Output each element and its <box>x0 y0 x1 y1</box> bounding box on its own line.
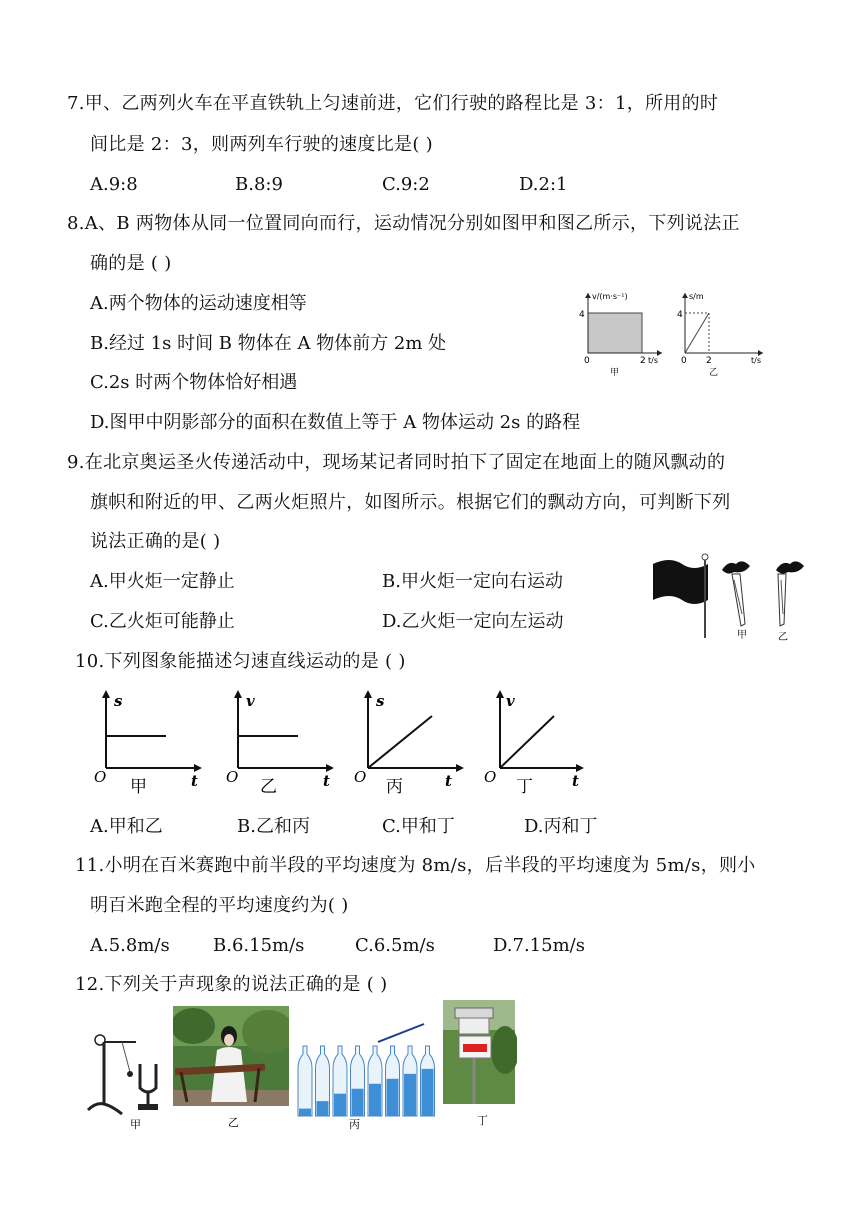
bottle <box>298 1046 312 1116</box>
graph-yi <box>226 690 334 797</box>
q8-option-c: C.2s 时两个物体恰好相遇 <box>90 372 298 393</box>
fig-b-origin: 0 <box>681 356 687 366</box>
svg-text:t: t <box>572 772 579 790</box>
fig-b-ytick: 4 <box>677 310 683 320</box>
bottle-water <box>334 1094 346 1116</box>
torch-label-jia: 甲 <box>737 630 747 641</box>
q7-stem-line2: 间比是 2：3，则两列车行驶的速度比是( ) <box>90 134 433 155</box>
q9-option-c: C.乙火炬可能静止 <box>90 611 235 632</box>
graph-caption-jia: 甲 <box>130 777 147 797</box>
q10-option-a: A.甲和乙 <box>90 816 163 837</box>
q8-stem-line1: 8.A、B 两物体从同一位置同向而行，运动情况分别如图甲和图乙所示，下列说法正 <box>67 213 740 234</box>
q9-stem-line3: 说法正确的是( ) <box>90 531 221 552</box>
graph-caption-ding: 丁 <box>516 777 533 797</box>
svg-text:O: O <box>354 768 367 786</box>
bottle-water <box>369 1084 381 1116</box>
fig-a-origin: 0 <box>584 356 590 366</box>
svg-text:s: s <box>376 692 385 710</box>
svg-text:s: s <box>114 692 123 710</box>
shaded-area <box>588 313 642 353</box>
fig-a-caption: 甲 <box>610 368 620 377</box>
q12-figure-water-bottles <box>294 1016 440 1132</box>
q8-option-a: A.两个物体的运动速度相等 <box>90 293 307 314</box>
q10-stem-line1: 10.下列图象能描述匀速直线运动的是 ( ) <box>75 651 406 672</box>
fig-a-xtick: 2 <box>640 356 646 366</box>
svg-text:O: O <box>484 768 497 786</box>
q12-caption-ding: 丁 <box>477 1114 488 1127</box>
graph-bing <box>354 690 464 797</box>
q12-figure-guzheng-photo <box>173 1006 289 1130</box>
q12-figure-noise-monitor-photo <box>443 1000 517 1130</box>
flag <box>653 560 708 604</box>
q9-stem-line1: 9.在北京奥运圣火传递活动中，现场某记者同时拍下了固定在地面上的随风飘动的 <box>67 452 726 473</box>
q12-caption-jia: 甲 <box>130 1118 141 1131</box>
bottle-water <box>299 1109 311 1116</box>
bottle-water <box>404 1074 416 1116</box>
q7-option-d: D.2:1 <box>519 174 568 195</box>
svg-text:O: O <box>226 768 239 786</box>
svg-text:v: v <box>506 692 515 710</box>
q11-option-c: C.6.5m/s <box>355 935 435 956</box>
q7-option-c: C.9:2 <box>382 174 430 195</box>
q8-figure-distance-time <box>675 287 767 377</box>
graph-caption-yi: 乙 <box>260 777 277 797</box>
torch-label-yi: 乙 <box>778 632 788 643</box>
q7-option-a: A.9:8 <box>90 174 138 195</box>
svg-text:t: t <box>191 772 198 790</box>
q8-option-b: B.经过 1s 时间 B 物体在 A 物体前方 2m 处 <box>90 333 447 354</box>
svg-text:v: v <box>246 692 255 710</box>
q8-figure-velocity-time <box>572 287 668 377</box>
fig-a-ytick: 4 <box>579 310 585 320</box>
q11-stem-line1: 11.小明在百米赛跑中前半段的平均速度为 8m/s，后半段的平均速度为 5m/s，则小 <box>75 855 756 876</box>
graph-ding <box>484 690 584 797</box>
fig-a-xlabel: t/s <box>648 356 658 365</box>
torch-flame-jia <box>722 561 750 573</box>
torch-flame-yi <box>776 561 804 573</box>
q10-figure-graphs <box>88 686 608 800</box>
q7-stem-line1: 7.甲、乙两列火车在平直铁轨上匀速前进，它们行驶的路程比是 3：1，所用的时 <box>67 93 719 114</box>
q11-option-d: D.7.15m/s <box>493 935 585 956</box>
q7-option-b: B.8:9 <box>235 174 283 195</box>
fig-b-xtick: 2 <box>706 356 712 366</box>
graph-jia <box>94 690 202 797</box>
q9-option-d: D.乙火炬一定向左运动 <box>382 611 564 632</box>
q12-caption-bing: 丙 <box>349 1118 360 1131</box>
bottle-water <box>317 1101 329 1116</box>
bottle-water <box>352 1089 364 1116</box>
q12-caption-yi: 乙 <box>228 1116 239 1129</box>
q12-figure-tuning-fork <box>82 1028 168 1132</box>
fig-b-caption: 乙 <box>709 368 719 377</box>
q12-stem-line1: 12.下列关于声现象的说法正确的是 ( ) <box>75 974 388 995</box>
bottle-water <box>387 1079 399 1116</box>
q11-option-b: B.6.15m/s <box>213 935 305 956</box>
q10-option-d: D.丙和丁 <box>524 816 598 837</box>
q11-option-a: A.5.8m/s <box>90 935 170 956</box>
q9-option-a: A.甲火炬一定静止 <box>90 571 235 592</box>
svg-text:t: t <box>445 772 452 790</box>
q9-figure-flag-torches <box>650 552 810 644</box>
q10-option-b: B.乙和丙 <box>237 816 310 837</box>
q9-option-b: B.甲火炬一定向右运动 <box>382 571 563 592</box>
graph-caption-bing: 丙 <box>386 777 403 797</box>
q8-stem-line2: 确的是 ( ) <box>90 253 172 274</box>
q8-option-d: D.图甲中阴影部分的面积在数值上等于 A 物体运动 2s 的路程 <box>90 412 581 433</box>
fig-a-ylabel: v/(m·s⁻¹) <box>592 292 628 301</box>
svg-text:O: O <box>94 768 107 786</box>
fig-b-xlabel: t/s <box>751 356 761 365</box>
q10-option-c: C.甲和丁 <box>382 816 455 837</box>
svg-text:t: t <box>323 772 330 790</box>
fig-b-ylabel: s/m <box>689 292 704 301</box>
q9-stem-line2: 旗帜和附近的甲、乙两火炬照片，如图所示。根据它们的飘动方向，可判断下列 <box>90 492 731 513</box>
q11-stem-line2: 明百米跑全程的平均速度约为( ) <box>90 895 349 916</box>
bottle-water <box>422 1069 434 1116</box>
